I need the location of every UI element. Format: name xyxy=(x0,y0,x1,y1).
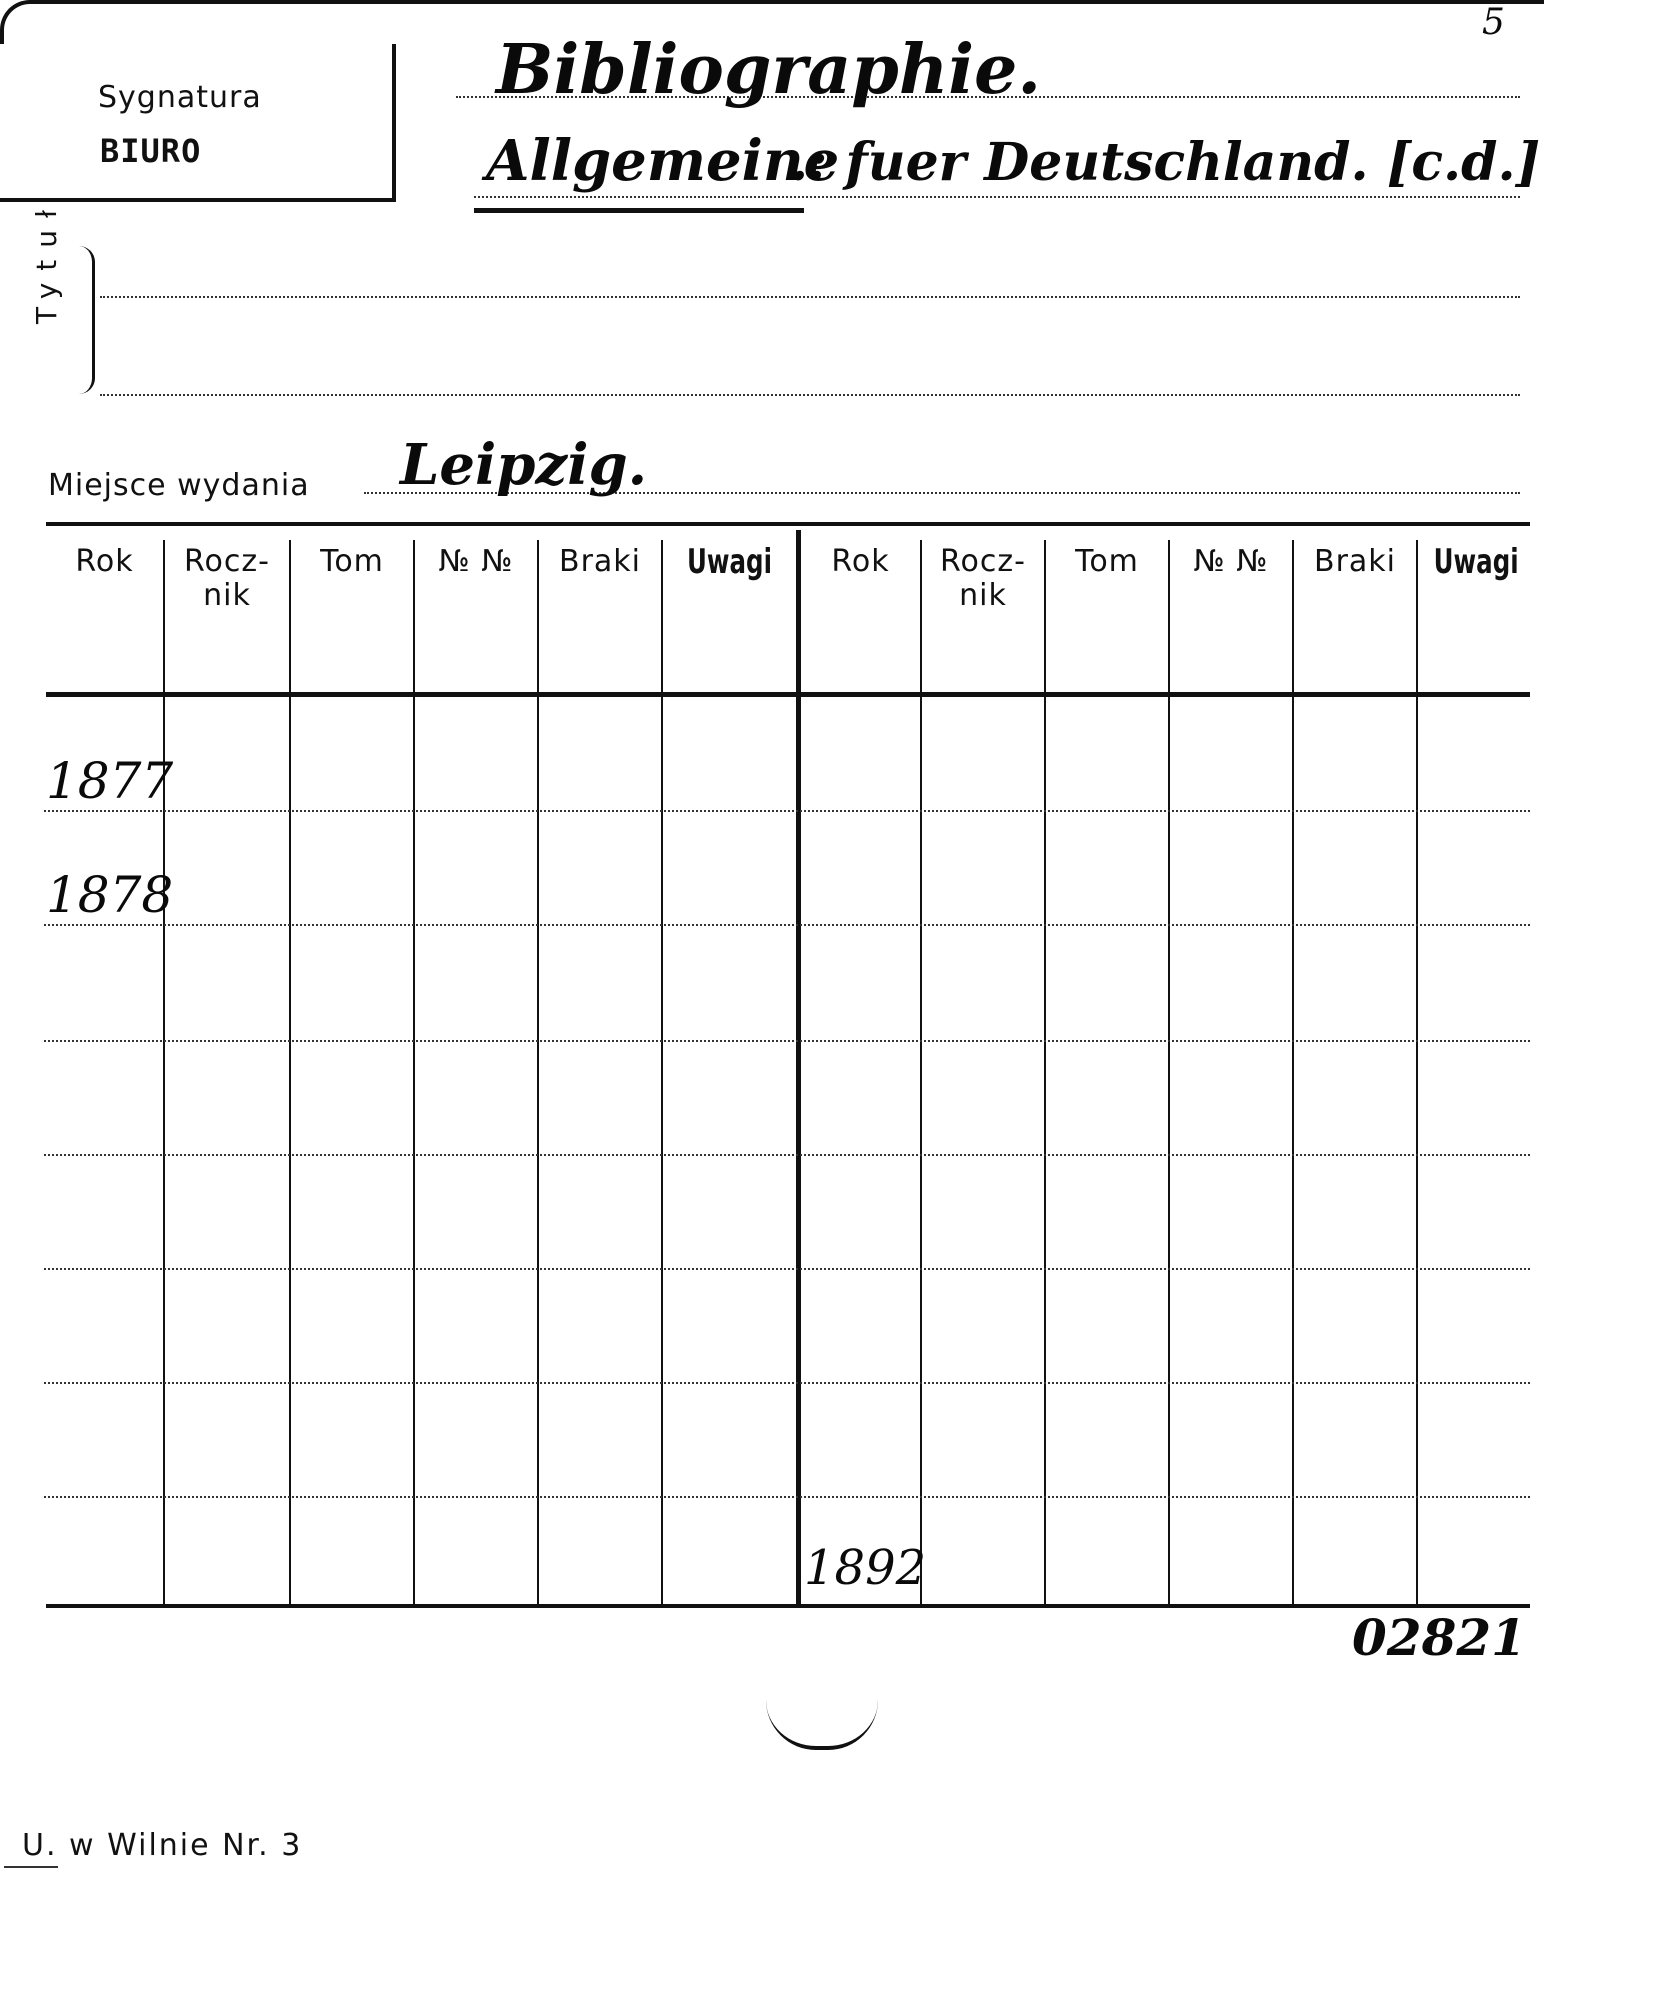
row-line xyxy=(44,1268,1530,1270)
col-uwagi: Uwagi xyxy=(687,542,772,582)
column-divider xyxy=(1168,540,1170,1604)
column-divider xyxy=(661,540,663,1604)
corner-number: 5 xyxy=(1482,2,1505,43)
signature-label: Sygnatura xyxy=(98,80,262,115)
column-divider-middle xyxy=(796,530,801,1604)
col-rocznik-2-line1: Rocz- xyxy=(940,544,1026,579)
heading-text-1: Bibliographie. xyxy=(496,30,1042,110)
row-line xyxy=(44,1154,1530,1156)
col-rocznik-line2: nik xyxy=(203,578,251,613)
signature-box xyxy=(0,44,396,202)
heading-underline xyxy=(474,208,804,213)
column-divider xyxy=(1044,540,1046,1604)
col-rocznik xyxy=(165,545,289,613)
col-braki: Braki xyxy=(558,544,641,579)
footer-text: U. w Wilnie Nr. 3 xyxy=(22,1828,303,1863)
table-header-bottom-line xyxy=(46,692,1530,697)
column-divider xyxy=(1416,540,1418,1604)
place-label: Miejsce wydania xyxy=(48,468,310,503)
title-line-2 xyxy=(100,394,1520,396)
col-uwagi-2: Uwagi xyxy=(1433,542,1519,582)
column-divider xyxy=(1292,540,1294,1604)
card-number: 02821 xyxy=(1352,1608,1526,1667)
col-rocznik-2-line2: nik xyxy=(959,578,1007,613)
col-tom-2: Tom xyxy=(1075,544,1139,579)
col-braki-2: Braki xyxy=(1313,544,1396,579)
heading-text-2-rest: .: fuer Deutschland. [c.d.] xyxy=(790,132,1541,193)
column-divider xyxy=(413,540,415,1604)
col-rok-2: Rok xyxy=(831,544,890,579)
heading-line-2 xyxy=(474,196,1520,198)
place-value: Leipzig. xyxy=(400,432,648,498)
year-entry-right: 1892 xyxy=(804,1540,927,1596)
col-nrnr-2: № № xyxy=(1193,544,1269,579)
title-brace xyxy=(76,246,95,394)
footer-underline xyxy=(4,1866,58,1868)
row-line xyxy=(44,1040,1530,1042)
col-rocznik-line1: Rocz- xyxy=(184,544,270,579)
punch-hole-arc xyxy=(766,1700,878,1750)
column-divider xyxy=(289,540,291,1604)
column-divider xyxy=(537,540,539,1604)
heading-text-2-underlined: Allgemeine xyxy=(486,128,840,194)
row-line xyxy=(44,1496,1530,1498)
row-line xyxy=(44,924,1530,926)
title-line-1 xyxy=(100,296,1520,298)
year-entry: 1878 xyxy=(46,866,174,924)
col-nrnr: № № xyxy=(438,544,514,579)
title-label: Tytuł xyxy=(30,198,63,324)
column-divider xyxy=(920,540,922,1604)
table-bottom-line xyxy=(46,1604,1530,1608)
col-rok: Rok xyxy=(75,544,134,579)
row-line xyxy=(44,810,1530,812)
year-entry: 1877 xyxy=(46,752,174,810)
row-line xyxy=(44,1382,1530,1384)
signature-stamp: BIURO xyxy=(100,132,202,170)
col-tom: Tom xyxy=(320,544,384,579)
col-rocznik-2 xyxy=(922,545,1044,613)
table-top-line xyxy=(46,522,1530,526)
column-divider xyxy=(163,540,165,1604)
